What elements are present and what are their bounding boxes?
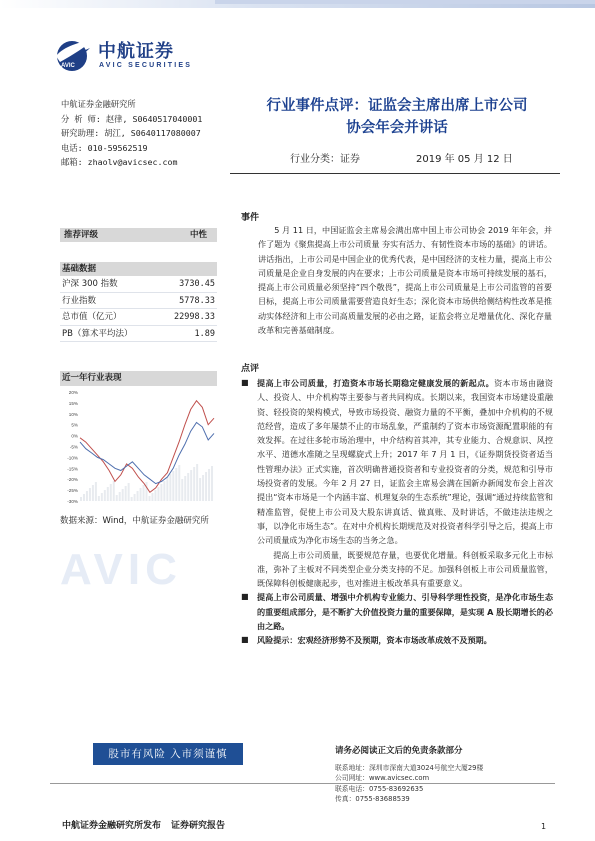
classification-line (290, 150, 513, 165)
volume-bar (193, 467, 195, 501)
volume-bar (178, 465, 180, 501)
volume-bar (199, 478, 201, 501)
volume-bar (110, 484, 112, 501)
volume-bar (92, 485, 94, 501)
y-tick-label: -20% (67, 477, 78, 483)
report-date: 2019 年 05 月 12 日 (416, 154, 513, 165)
y-tick-label: 15% (68, 400, 78, 406)
bullet-square-icon: ■ (241, 592, 249, 602)
volume-bar (160, 484, 162, 501)
row-value: 5778.33 (179, 295, 215, 306)
point-1-paragraph-2: 提高上市公司质量，既要规范存量，也要优化增量。科创板采取多元化上市标准，弥补了主板对不同类型企业分类支持的不足。加强科创板上市公司质量监管，既保障科创板健康起步，也对推进主板改革具有重要意义。 (257, 549, 553, 589)
bullet-square-icon: ■ (241, 635, 249, 645)
risk-label: 风险提示： (257, 635, 298, 646)
volume-bar (128, 483, 130, 501)
address-line: 联系地址：深圳市深南大道3024号航空大厦29楼 (335, 764, 484, 772)
point-2-text: 提高上市公司质量、增强中介机构专业能力、引导科学理性投资，是净化市场生态的重要组成部分，是不断扩大价值投资力量的重要保障，是实现 A 股长期增长的必由之路。 (257, 592, 553, 632)
contact-block (61, 97, 202, 170)
table-row (60, 293, 217, 310)
volume-bar (211, 466, 213, 501)
rating-label: 推荐评级 (64, 230, 99, 240)
page-number: 1 (541, 822, 547, 831)
volume-bar (190, 470, 192, 501)
volume-bar (131, 497, 133, 501)
row-label: 行业指数 (62, 295, 97, 306)
assistant-line: 研究助理: 胡江, S0640117080007 (61, 128, 201, 138)
volume-bar (140, 488, 142, 501)
row-label: 总市值（亿元） (62, 312, 122, 322)
point-1-text: 资本市场由融资人、投资人、中介机构等主要参与者共同构成。长期以来，我国资本市场建设重融资、轻投资的架构模式，导致市场投资、融资力量的不平衡，叠加中介机构的不规范经营，造成了多年屡禁不止的市场乱象，严重制约了资本市场资源配置职能的有效发挥。在过往多轮市场治理中，中介结构首其冲，其专业能力、合规意识、风控水平、道德水准随之呈现螺旋式上升；2017 年 7 月 1 日，《证券期货投资者适当性管理办法》正式实施，首次明确普通投资者和专业投资者的分类，规范和引导市场投资者的发展。今年 2 月 27 日，证监会主席易会满在国新办新闻发布会上首次提出“资本市场是一个内涵丰富、机理复杂的生态系统”理论，强调“通过持续监管和精准监管，促使上市公司及大股东讲真话、做真账、及时讲话，不做违法违规之事，以净化市场生态”。在对中介机构长期规范及对投资者科学引导之后，提高上市公司质量成为净化市场生态的当务之急。 (257, 378, 553, 546)
volume-bar (169, 474, 171, 501)
volume-bar (208, 469, 210, 501)
analyst-line: 分 析 师: 赵律, S0640517040001 (61, 113, 203, 124)
y-tick-label: -25% (67, 488, 78, 494)
report-type: 证券研究报告 (171, 821, 226, 831)
performance-heading: 近一年行业表现 (60, 371, 217, 386)
row-label: PB（算术平均法） (62, 328, 133, 339)
volume-bar (181, 479, 183, 501)
title-divider (230, 173, 560, 174)
volume-bar (205, 472, 207, 501)
avic-emblem-icon (54, 36, 94, 74)
volume-bar (175, 468, 177, 501)
disclaimer-note: 请务必阅读正文后的免责条款部分 (335, 746, 463, 756)
table-row (60, 309, 217, 326)
basics-table (60, 276, 217, 342)
website-line: 公司网址：www.avicsec.com (335, 774, 430, 783)
y-tick-label: -15% (67, 466, 78, 472)
volume-bar (101, 493, 103, 501)
table-row (60, 326, 217, 343)
volume-bar (187, 473, 189, 501)
y-tick-label: -30% (67, 499, 78, 504)
risk-text: 宏观经济形势不及预期，资本市场改革成效不及预期。 (297, 635, 492, 646)
y-tick-label: -10% (67, 455, 78, 461)
rating-bar (60, 228, 217, 242)
phone-line: 电话: 010-59562519 (61, 142, 148, 153)
logo-english-name: AVIC SECURITIES (99, 62, 193, 69)
volume-bar (80, 497, 82, 501)
volume-bar (125, 486, 127, 501)
volume-bar (113, 481, 115, 501)
emblem-lettering: AVIC (61, 63, 75, 69)
volume-bar (202, 475, 204, 501)
volume-bar (95, 482, 97, 501)
row-value: 3730.45 (179, 279, 215, 289)
row-value: 22998.33 (174, 312, 215, 322)
volume-bar (157, 487, 159, 501)
point-1-heading: 提高上市公司质量，打造资本市场长期稳定健康发展的新起点。 (257, 378, 495, 388)
chart-source: 数据来源：Wind，中航证券金融研究所 (60, 516, 209, 526)
report-title-line-2: 协会年会并讲话 (346, 120, 448, 136)
watermark-logo: AVIC (60, 545, 182, 594)
volume-bar (98, 496, 100, 501)
company-logo (54, 36, 214, 76)
volume-bar (89, 488, 91, 501)
volume-bar (148, 496, 150, 501)
comment-section (241, 376, 553, 648)
volume-bar (86, 491, 88, 501)
footer-publisher (62, 818, 225, 831)
y-tick-label: 5% (71, 422, 78, 428)
volume-bar (196, 464, 198, 501)
volume-bar (107, 487, 109, 501)
comment-label: 点评 (241, 364, 260, 374)
table-row (60, 276, 217, 293)
volume-bar (119, 492, 121, 501)
basics-heading: 基础数据 (60, 262, 217, 276)
y-tick-label: 20% (68, 390, 78, 395)
volume-bar (151, 493, 153, 501)
email-line: 邮箱: zhaolv@avicsec.com (61, 157, 178, 167)
list-item (241, 633, 553, 647)
y-tick-label: 0% (71, 433, 78, 439)
volume-bar (154, 490, 156, 501)
volume-bar (122, 489, 124, 501)
y-tick-label: -5% (69, 444, 78, 450)
bullet-square-icon: ■ (241, 378, 249, 387)
logo-chinese-name: 中航证券 (98, 41, 174, 62)
row-label: 沪深 300 指数 (62, 279, 118, 289)
report-title-line-1: 行业事件点评：证监会主席出席上市公司 (266, 98, 528, 114)
publisher-name: 中航证券金融研究所发布 (62, 821, 162, 831)
volume-bar (137, 491, 139, 501)
volume-bar (163, 481, 165, 501)
institute-name: 中航证券金融研究所 (61, 99, 136, 109)
list-item (241, 376, 553, 548)
report-title (242, 95, 552, 139)
event-label: 事件 (241, 213, 260, 223)
volume-bar (143, 485, 145, 501)
volume-bar (134, 494, 136, 501)
rating-value: 中性 (189, 230, 207, 240)
volume-bar (116, 495, 118, 501)
y-tick-label: 10% (68, 411, 78, 417)
volume-bar (172, 471, 174, 501)
risk-slogan: 股市有风险 入市须谨慎 (93, 743, 243, 765)
list-item (241, 590, 553, 633)
volume-bar (104, 490, 106, 501)
top-band-accent (215, 0, 595, 4)
volume-bar (166, 477, 168, 501)
fax-line: 传真：0755-83688539 (335, 795, 410, 804)
performance-chart (60, 389, 217, 504)
telephone-line: 联系电话：0755-83692635 (335, 784, 424, 793)
footer-divider (50, 783, 555, 784)
volume-bar (146, 482, 148, 501)
industry-category: 行业分类：证券 (290, 154, 360, 165)
event-paragraph: 5 月 11 日，中国证监会主席易会满出席中国上市公司协会 2019 年年会，并作了题为《聚焦提高上市公司质量 夯实有活力、有韧性资本市场的基础》的讲话。讲话指出，上市公司是中国企业的优秀代表，是中国经济的支柱力量，提高上市公司质量是企业自身发展的内在要求；上市公司质量是资本市场可持续发展的基石，提高上市公司质量必须坚持“四个敬畏”，提高上市公司质量是上市公司监管的首要目标，提高上市公司质量需要营造良好生态；深化资本市场供给侧结构性改革是推动实体经济和上市公司高质量发展的必由之路，证监会将立足增量优化、深化存量改革和完善基础制度。 (258, 225, 552, 336)
volume-bar (184, 476, 186, 501)
row-value: 1.89 (194, 328, 215, 339)
volume-bar (83, 494, 85, 501)
